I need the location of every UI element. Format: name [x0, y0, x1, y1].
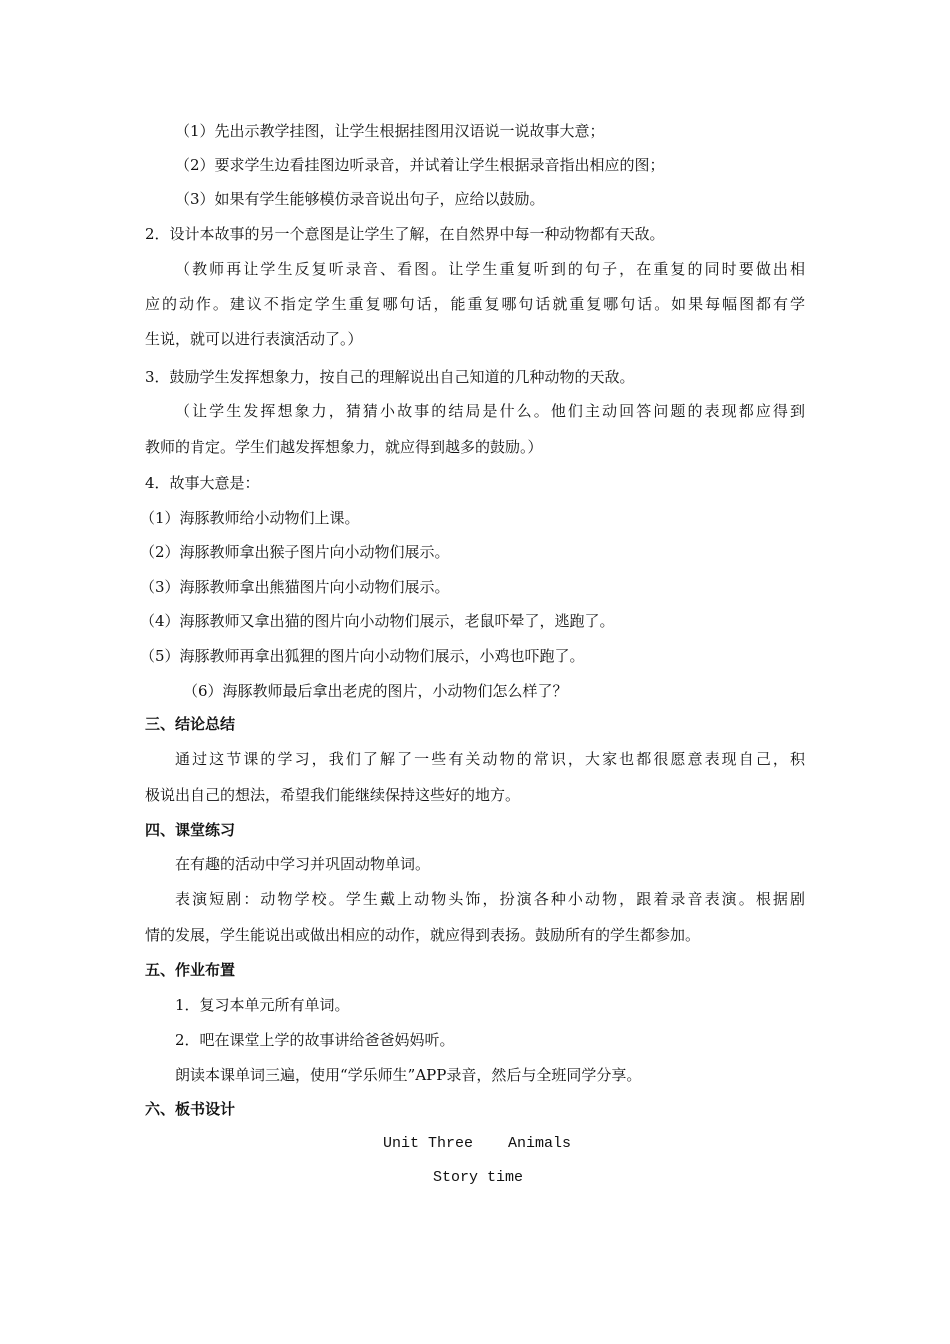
homework-heading: 五、作业布置 — [145, 961, 236, 979]
homework-item: 2．吧在课堂上学的故事讲给爸爸妈妈听。 — [175, 1031, 455, 1049]
story-item: （4）海豚教师又拿出猫的图片向小动物们展示，老鼠吓晕了，逃跑了。 — [140, 612, 615, 630]
point-2-note-line: 应的动作。建议不指定学生重复哪句话，能重复哪句话就重复哪句话。如果每幅图都有学 — [145, 295, 805, 313]
story-item: （3）海豚教师拿出熊猫图片向小动物们展示。 — [140, 578, 450, 596]
summary-heading: 三、结论总结 — [145, 715, 236, 733]
story-item: （1）海豚教师给小动物们上课。 — [140, 509, 360, 527]
story-item: （5）海豚教师再拿出狐狸的图片向小动物们展示，小鸡也吓跑了。 — [140, 647, 585, 665]
step-1: （1）先出示教学挂图，让学生根据挂图用汉语说一说故事大意； — [175, 122, 605, 140]
summary-line: 极说出自己的想法，希望我们能继续保持这些好的地方。 — [145, 786, 521, 804]
board-topic: Animals — [508, 1135, 572, 1152]
point-2-note-line: 生说，就可以进行表演活动了。） — [145, 330, 363, 348]
step-3: （3）如果有学生能够模仿录音说出句子，应给以鼓励。 — [175, 190, 545, 208]
homework-item: 朗读本课单词三遍，使用“学乐师生”APP录音，然后与全班同学分享。 — [175, 1066, 642, 1084]
practice-line: 情的发展，学生能说出或做出相应的动作，就应得到表扬。鼓励所有的学生都参加。 — [145, 926, 701, 944]
point-3-title: 3．鼓励学生发挥想象力，按自己的理解说出自己知道的几种动物的天敌。 — [145, 368, 635, 386]
story-item: （2）海豚教师拿出猴子图片向小动物们展示。 — [140, 543, 450, 561]
summary-line: 通过这节课的学习，我们了解了一些有关动物的常识，大家也都很愿意表现自己，积 — [175, 750, 805, 768]
step-2: （2）要求学生边看挂图边听录音，并试着让学生根据录音指出相应的图； — [175, 156, 665, 174]
board-subtitle: Story time — [433, 1169, 524, 1186]
point-2-title: 2．设计本故事的另一个意图是让学生了解，在自然界中每一种动物都有天敌。 — [145, 225, 665, 243]
story-item: （6）海豚教师最后拿出老虎的图片，小动物们怎么样了？ — [183, 682, 568, 700]
practice-line: 表演短剧：动物学校。学生戴上动物头饰，扮演各种小动物，跟着录音表演。根据剧 — [175, 890, 805, 908]
board-heading: 六、板书设计 — [145, 1100, 236, 1118]
homework-item: 1．复习本单元所有单词。 — [175, 996, 350, 1014]
practice-heading: 四、课堂练习 — [145, 821, 236, 839]
board-unit: Unit Three — [383, 1135, 474, 1152]
practice-line: 在有趣的活动中学习并巩固动物单词。 — [175, 855, 431, 873]
point-3-note-line: （让学生发挥想象力，猜猜小故事的结局是什么。他们主动回答问题的表现都应得到 — [175, 402, 805, 420]
point-2-note-line: （教师再让学生反复听录音、看图。让学生重复听到的句子，在重复的同时要做出相 — [175, 260, 805, 278]
point-3-note-line: 教师的肯定。学生们越发挥想象力，就应得到越多的鼓励。） — [145, 438, 543, 456]
point-4-title: 4．故事大意是： — [145, 474, 260, 492]
